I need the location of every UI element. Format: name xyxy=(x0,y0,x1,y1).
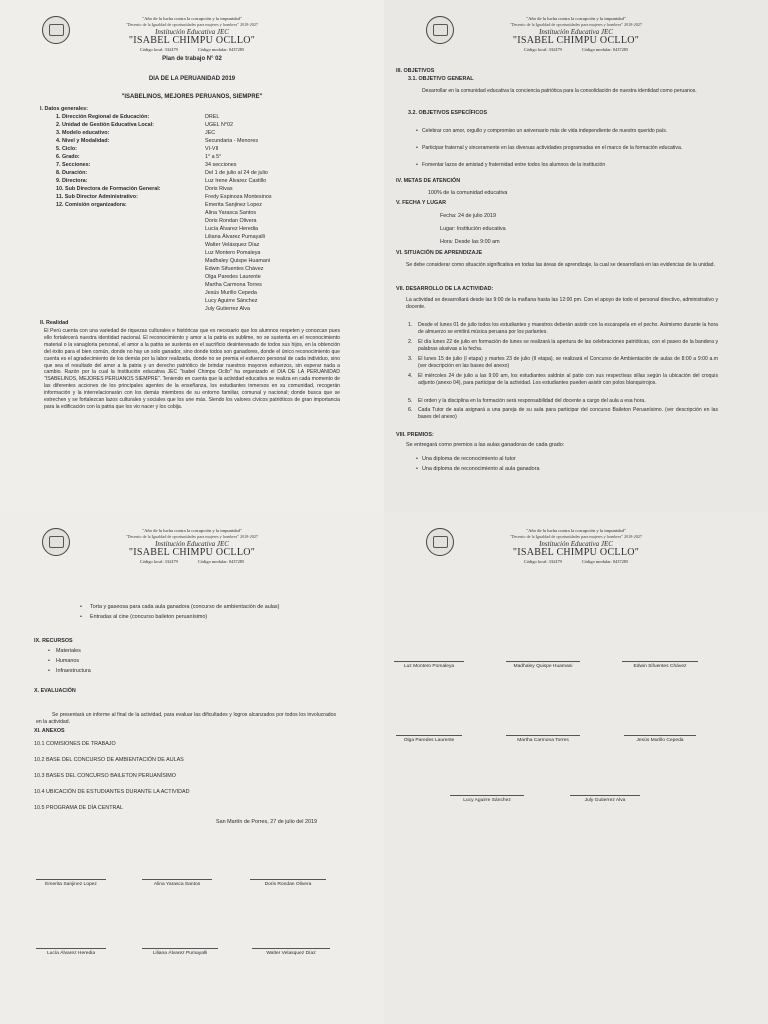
data-value: Fredy Espinoza Montesinos xyxy=(205,194,272,200)
page-header xyxy=(0,526,384,574)
list-item: Desde el lunes 01 de julio todos los estudiantes y maestros deberán asistir con la escarapela en el pecho. Asimismo durante la hora de almuerzo se emitirá música peruana por los parlantes. xyxy=(418,322,718,335)
list-item: Fomentar lazos de amistad y fraternidad entre todos los alumnos de la institución xyxy=(422,162,606,168)
objectives-heading: III. OBJETIVOS xyxy=(396,68,435,74)
committee-member: July Gutierrez Alva xyxy=(205,306,250,312)
page-1 xyxy=(0,0,384,512)
signature-name: Walter Velasquez Díaz xyxy=(266,951,316,956)
signature-name: Olga Paredes Laurente xyxy=(403,738,455,743)
event-slogan: "ISABELINOS, MEJORES PERUANOS, SIEMPRE" xyxy=(121,94,263,100)
list-item: El orden y la disciplina en la formación será responsabilidad del docente a cargo del aula a esa hora. xyxy=(418,398,646,404)
data-label: 12. Comisión organizadora: xyxy=(56,202,127,208)
list-item: Una diploma de reconocimiento al tutor xyxy=(422,456,516,462)
evaluation-text: Se presentará un informe al final de la actividad, para evaluar las dificultades y logros alcanzados por todos los involucrados en la actividad. xyxy=(36,712,336,725)
signature-name: Emerita Sanjinez Lopez xyxy=(45,882,97,887)
signature-name: Martha Carmona Torres xyxy=(517,738,569,743)
annexes-heading: XI. ANEXOS xyxy=(34,728,65,734)
page-header xyxy=(384,14,768,62)
situation-text: Se debe considerar como situación significativa en todas las áreas de aprendizaje, la cual se desarrollará en las evidencias de la unidad. xyxy=(406,262,715,268)
data-label: 9. Directora: xyxy=(56,178,88,184)
data-label: 4. Nivel y Modalidad: xyxy=(56,138,110,144)
signature-name: Lucía Álvarez Heredia xyxy=(46,951,96,956)
data-label: 3. Modelo educativo: xyxy=(56,130,110,136)
page-header xyxy=(0,14,384,62)
data-label: 7. Secciones: xyxy=(56,162,91,168)
committee-member: Lucy Aguirre Sánchez xyxy=(205,298,258,304)
general-objective-text: Desarrollar en la comunidad educativa la conciencia patriótica para la consolidación de nuestra identidad como peruanos. xyxy=(422,88,697,94)
signature-name: Luz Montero Pomaleya xyxy=(403,664,455,669)
data-label: 1. Dirección Regional de Educación: xyxy=(56,114,150,120)
specific-objectives-heading: 3.2. OBJETIVOS ESPECÍFICOS xyxy=(408,110,488,116)
list-item: 10.1 COMISIONES DE TRABAJO xyxy=(34,741,116,747)
list-item: 10.4 UBICACIÓN DE ESTUDIANTES DURANTE LA ACTIVIDAD xyxy=(34,789,190,795)
data-label: 10. Sub Directora de Formación General: xyxy=(56,186,161,192)
data-label: 6. Grado: xyxy=(56,154,80,160)
page-header xyxy=(384,526,768,574)
committee-member: Olga Paredes Laurente xyxy=(205,274,261,280)
committee-member: Liliana Álvarez Pumayalli xyxy=(205,234,265,240)
header-codes: Código local: 332479 Código modular: 0437285 xyxy=(523,47,629,52)
data-label: 5. Ciclo: xyxy=(56,146,77,152)
header-institution-type: Institución Educativa JEC xyxy=(539,28,613,36)
signature-name: July Gutierrez Alva xyxy=(584,798,626,803)
general-objective-heading: 3.1. OBJETIVO GENERAL xyxy=(408,76,474,82)
list-item: Infraestructura xyxy=(56,668,91,674)
resources-heading: IX. RECURSOS xyxy=(34,638,73,644)
situation-heading: VI. SITUACIÓN DE APRENDIZAJE xyxy=(396,250,483,256)
general-data-heading: I. Datos generales: xyxy=(40,106,88,112)
signature-name: Lucy Aguirre Sánchez xyxy=(463,798,511,803)
data-value: UGEL N°02 xyxy=(205,122,234,128)
data-value: Luz Irene Álvarez Castillo xyxy=(205,178,267,184)
header-institution-type: Institución Educativa JEC xyxy=(155,540,229,548)
list-item: Materiales xyxy=(56,648,81,654)
data-value: Doris Rivas xyxy=(205,186,233,192)
event-time: Hora: Desde las 9:00 am xyxy=(440,239,500,245)
date-place-heading: V. FECHA Y LUGAR xyxy=(396,200,447,206)
header-decree: "Decenio de la Igualdad de oportunidades para mujeres y hombres" 2018-2027 xyxy=(125,534,259,539)
goals-text: 100% de la comunidad educativa xyxy=(428,190,508,196)
data-value: Del 1 de julio al 24 de julio xyxy=(205,170,268,176)
header-codes: Código local: 332479 Código modular: 0437285 xyxy=(139,47,245,52)
list-item: 10.2 BASE DEL CONCURSO DE AMBIENTACIÓN DE AULAS xyxy=(34,757,184,763)
header-decree: "Decenio de la Igualdad de oportunidades para mujeres y hombres" 2018-2027 xyxy=(125,22,259,27)
list-item: Celebrar con amor, orgullo y compromiso un aniversario más de vida independiente de nuestro querido país. xyxy=(422,128,668,134)
prizes-heading: VIII. PREMIOS: xyxy=(396,432,434,438)
header-institution-type: Institución Educativa JEC xyxy=(539,540,613,548)
page-3: "Año de la lucha contra la corrupción y la impunidad" "Decenio de la Igualdad de oportunidades para mujeres y hombres" 2018-2027 Institución Educativa JEC "ISABEL CHIMPU OCLLO" Código local: 332479 Código modular: 0437285 • Torta y gaseosa para cada aula ganadora (concurso de ambientación de aulas) • Entradas al cine (concurso baileton peruanísimo) IX. RECURSOS • Materiales • Humanos • Infraestructura X. EVALUACIÓN Se presentará un informe al final de la actividad, para evaluar las dificultades y logros alcanzados por todos los involucrados en la actividad. XI. ANEXOS 10.1 COMISIONES DE TRABAJO 10.2 BASE DEL CONCURSO DE AMBIENTACIÓN DE AULAS 10.3 BASES DEL CONCURSO BAILETON PERUANÍSIMO 10.4 UBICACIÓN DE ESTUDIANTES DURANTE LA ACTIVIDAD 10.5 PROGRAMA DE DÍA CENTRAL San Martín de Porres, 27 de julio del 2019 Emerita Sanjinez Lopez Alina Yarasca Santos Doris Rondan Olivera Lucía Álvarez Heredia Liliana Álvarez Pumayalli Walter Velasquez Díaz xyxy=(0,512,384,1024)
event-title: DIA DE LA PERUANIDAD 2019 xyxy=(148,76,236,82)
development-intro: La actividad se desarrollará desde las 9:00 de la mañana hasta las 12:00 pm. Con el apoyo de todo el personal directivo, administrativo y docente. xyxy=(406,297,718,310)
data-value: 34 secciones xyxy=(205,162,237,168)
data-label: 2. Unidad de Gestión Educativa Local: xyxy=(56,122,154,128)
prizes-intro: Se entregará como premios a las aulas ganadoras de cada grado: xyxy=(406,442,565,448)
header-school-name: "ISABEL CHIMPU OCLLO" xyxy=(512,547,640,558)
header-school-name: "ISABEL CHIMPU OCLLO" xyxy=(128,35,256,46)
committee-member: Luz Montero Pomaleya xyxy=(205,250,261,256)
list-item: El lunes 15 de julio (I etapa) y martes 23 de julio (II etapa), se realizará el Concurso de Ambientación de aulas de 8:00 a 9:00 a.m (ver descripción en las bases del anexo) xyxy=(418,356,718,369)
page-4 xyxy=(384,512,768,1024)
signature-name: Jesús Murillo Cepeda xyxy=(636,738,684,743)
header-codes: Código local: 332479 Código modular: 0437285 xyxy=(139,559,245,564)
committee-member: Martha Carmona Torres xyxy=(205,282,262,288)
committee-member: Doris Rondan Olivera xyxy=(205,218,257,224)
signature-name: Liliana Álvarez Pumayalli xyxy=(152,951,208,956)
signature-name: Doris Rondan Olivera xyxy=(264,882,312,887)
header-institution-type: Institución Educativa JEC xyxy=(155,28,229,36)
header-motto: "Año de la lucha contra la corrupción y la impunidad" xyxy=(142,528,242,533)
data-value: DREL xyxy=(205,114,220,120)
page-2: "Año de la lucha contra la corrupción y la impunidad" "Decenio de la Igualdad de oportunidades para mujeres y hombres" 2018-2027 Institución Educativa JEC "ISABEL CHIMPU OCLLO" Código local: 332479 Código modular: 0437285 III. OBJETIVOS 3.1. OBJETIVO GENERAL Desarrollar en la comunidad educativa la conciencia patriótica para la consolidación de nuestra identidad como peruanos. 3.2. OBJETIVOS ESPECÍFICOS • Celebrar con amor, orgullo y compromiso un aniversario más de vida independiente de nuestro querido país. • Participar fraternal y sinceramente en las diversas actividades programadas en el marco de la formación educativa. • Fomentar lazos de amistad y fraternidad entre todos los alumnos de la institución IV. METAS DE ATENCIÓN 100% de la comunidad educativa V. FECHA Y LUGAR Fecha: 24 de julio 2019 Lugar: Institución educativa Hora: Desde las 9:00 am VI. SITUACIÓN DE APRENDIZAJE Se debe considerar como situación significativa en todas las áreas de aprendizaje, la cual se desarrollará en las evidencias de la unidad. VII. DESARROLLO DE LA ACTIVIDAD: La actividad se desarrollará desde las 9:00 de la mañana hasta las 12:00 pm. Con el apoyo de todo el personal directivo, administrativo y docente. 1. Desde el lunes 01 de julio todos los estudiantes y maestros deberán asistir con la escarapela en el pecho. Asimismo durante la hora de almuerzo se emitirá música peruana por los parlantes. 2. El día lunes 22 de julio en formación de lunes se realizará la apertura de las celebraciones patrióticas, con el paseo de la bandera y palabras alusivas a la fecha. 3. El lunes 15 de julio (I etapa) y martes 23 de julio (II etapa), se realizará el Concurso de Ambientación de aulas de 8:00 a 9:00 a.m (ver descripción en las bases del anexo) 4. El miércoles 24 de julio a las 9:00 am, los estudiantes saldrán al patio con sus respectivas sillas según la ubicación del croquis adjunto (anexo 04), para participar de la actividad. Los estudiantes pueden asistir con polos blanquirrojos. 5. El orden y la disciplina en la formación será responsabilidad del docente a cargo del aula a esa hora. 6. Cada Tutor de aula asignará a una pareja de su aula para participar del concurso Baileton Peruanísimo. (ver descripción en las bases del anexo) VIII. PREMIOS: Se entregará como premios a las aulas ganadoras de cada grado: • Una diploma de reconocimiento al tutor • Una diploma de reconocimiento al aula ganadora xyxy=(384,0,768,512)
header-motto: "Año de la lucha contra la corrupción y la impunidad" xyxy=(526,528,626,533)
data-value: 1° a 5° xyxy=(205,154,222,160)
committee-member: Madhaley Quispe Huamani xyxy=(205,258,271,264)
date-place: San Martín de Porres, 27 de julio del 2019 xyxy=(216,819,317,825)
header-motto: "Año de la lucha contra la corrupción y la impunidad" xyxy=(526,16,626,21)
list-item: Participar fraternal y sinceramente en las diversas actividades programadas en el marco de la formación educativa. xyxy=(422,145,683,151)
list-item: Cada Tutor de aula asignará a una pareja de su aula para participar del concurso Baileton Peruanísimo. (ver descripción en las bases del anexo) xyxy=(418,407,718,420)
list-item: 10.3 BASES DEL CONCURSO BAILETON PERUANÍSIMO xyxy=(34,773,176,779)
data-label: 11. Sub Director Administrativo: xyxy=(56,194,138,200)
committee-member: Edwin Sifuentes Chávez xyxy=(205,266,264,272)
committee-member: Walter Velásquez Díaz xyxy=(205,242,260,248)
data-value: JEC xyxy=(205,130,216,136)
evaluation-heading: X. EVALUACIÓN xyxy=(34,688,76,694)
list-item: Una diploma de reconocimiento al aula ganadora xyxy=(422,466,540,472)
committee-member: Lucía Álvarez Heredia xyxy=(205,226,259,232)
data-value: Secundaria - Menores xyxy=(205,138,259,144)
list-item: El miércoles 24 de julio a las 9:00 am, los estudiantes saldrán al patio con sus respectivas sillas según la ubicación del croquis adjunto (anexo 04), para participar de la actividad. Los estudiantes pueden asistir con polos blanquirrojos. xyxy=(418,373,718,386)
header-decree: "Decenio de la Igualdad de oportunidades para mujeres y hombres" 2018-2027 xyxy=(509,22,643,27)
header-motto: "Año de la lucha contra la corrupción y la impunidad" xyxy=(142,16,242,21)
committee-member: Alina Yarasca Santos xyxy=(205,210,257,216)
data-label: 8. Duración: xyxy=(56,170,88,176)
list-item: Torta y gaseosa para cada aula ganadora (concurso de ambientación de aulas) xyxy=(90,604,280,610)
header-codes: Código local: 332479 Código modular: 0437285 xyxy=(523,559,629,564)
header-school-name: "ISABEL CHIMPU OCLLO" xyxy=(128,547,256,558)
list-item: 10.5 PROGRAMA DE DÍA CENTRAL xyxy=(34,805,123,811)
signature-name: Edwin Sifuentes Chávez xyxy=(633,664,687,669)
data-value: Emerita Sanjinez Lopez xyxy=(205,202,262,208)
header-decree: "Decenio de la Igualdad de oportunidades para mujeres y hombres" 2018-2027 xyxy=(509,534,643,539)
plan-title: Plan de trabajo N° 02 xyxy=(162,56,222,62)
signature-name: Alina Yarasca Santos xyxy=(153,882,201,887)
reality-text: El Perú cuenta con una variedad de riquezas culturales e históricas que es necesario que los alumnos respeten y conozcan pues ello fortalecerá nuestra identidad nacional. El reconocimiento y amor a la patria es sublime, no se sustenta en el reconocimiento material o la vanagloria personal, el amor a la patria se sustenta en el sacrificio desinteresado de todos sus hijos, en la obtención del éxito para el bien común, donde no hay un solo ganador, sino donde todos son ganadores, donde el único reconocimiento que cuenta es el agradecimiento de los demás por la labor realizada, donde no se premia el esfuerzo personal de cada individuo, sino que sea el resultado del amor a la patria y un derecho patriótico de brindar nuestros mayores esfuerzos, sin esperar nada a cambio. Razón por la cual la Institución educativa JEC "Isabel Chimpu Ocllo" ha organizado el DIA DE LA PERUANIDAD "ISABELINOS, MEJORES PERUANOS SIEMPRE". Teniendo en cuenta que la actividad educativa se realiza en cada momento de las diferentes acciones de los principales agentes de la enseñanza, los estudiantes inmersos en su comunidad, recogerán información y la interrelacionarán con los demás miembros de su entorno familiar, comunal y nacional; donde busca que se estrechen y se fortalezcan lazos culturales y sociales que los une más. Siendo los valores cívicos patrióticos de gran importancia para la edificación con la patria que los vio nacer y los cobija. xyxy=(44,328,340,410)
list-item: Entradas al cine (concurso baileton peruanísimo) xyxy=(90,614,208,620)
list-item: El día lunes 22 de julio en formación de lunes se realizará la apertura de las celebraciones patrióticas, con el paseo de la bandera y palabras alusivas a la fecha. xyxy=(418,339,718,352)
goals-heading: IV. METAS DE ATENCIÓN xyxy=(396,178,461,184)
development-heading: VII. DESARROLLO DE LA ACTIVIDAD: xyxy=(396,286,494,292)
event-place: Lugar: Institución educativa xyxy=(440,226,506,232)
signature-name: Madhaley Quispe Huamani xyxy=(513,664,573,669)
list-item: Humanos xyxy=(56,658,80,664)
header-school-name: "ISABEL CHIMPU OCLLO" xyxy=(512,35,640,46)
event-date: Fecha: 24 de julio 2019 xyxy=(440,213,497,219)
reality-heading: II. Realidad xyxy=(40,320,69,326)
data-value: VI-VII xyxy=(205,146,219,152)
committee-member: Jesús Murillo Cepeda xyxy=(205,290,257,296)
